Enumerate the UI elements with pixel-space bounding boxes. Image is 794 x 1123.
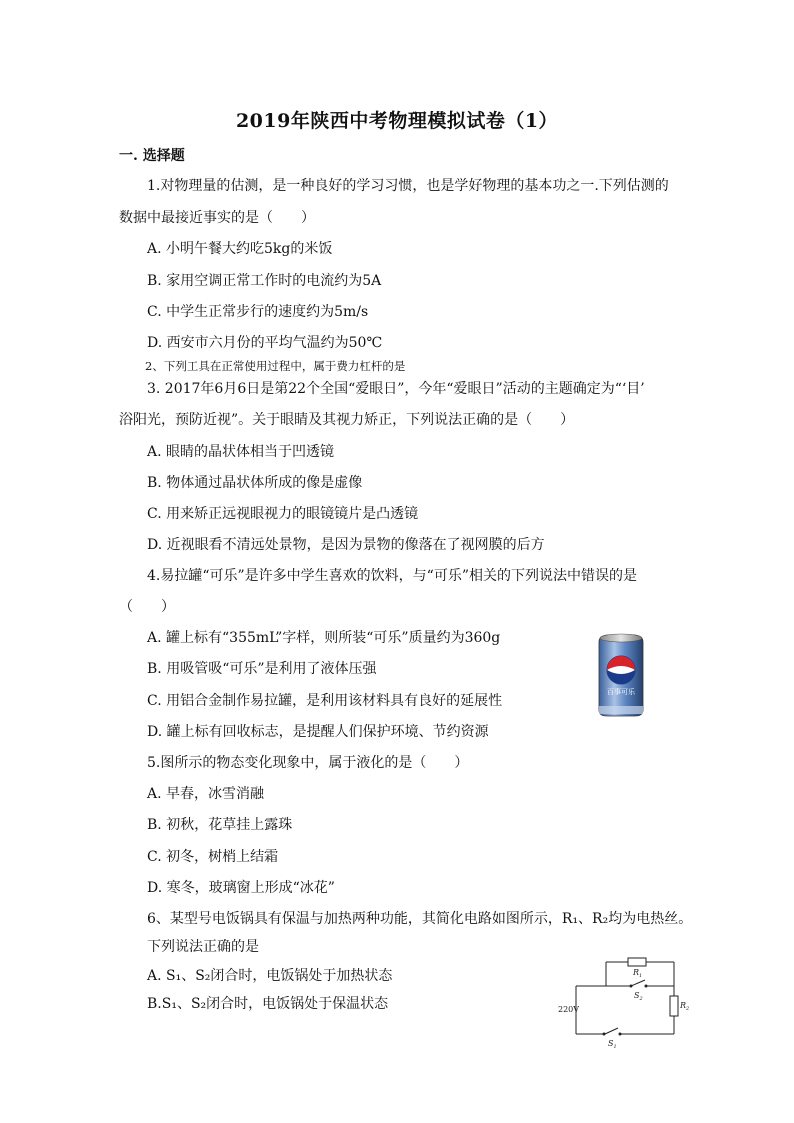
q1-option-a: A. 小明午餐大约吃5kg的米饭	[147, 241, 333, 257]
resistor-r2	[670, 996, 678, 1016]
cola-can-image	[593, 632, 649, 718]
q5-option-d: D. 寒冬，玻璃窗上形成“冰花”	[147, 880, 335, 896]
q3-option-b: B. 物体通过晶状体所成的像是虚像	[147, 475, 363, 491]
q4-option-a: A. 罐上标有“355mL”字样，则所装“可乐”质量约为360g	[147, 630, 501, 646]
q4-stem-line1: 4.易拉罐“可乐”是许多中学生喜欢的饮料，与“可乐”相关的下列说法中错误的是	[147, 568, 637, 584]
q3-option-a: A. 眼睛的晶状体相当于凹透镜	[147, 444, 335, 460]
q6-stem-line1: 6、某型号电饭锅具有保温与加热两种功能，其简化电路如图所示，R₁、R₂均为电热丝。	[147, 911, 693, 927]
q1-option-c: C. 中学生正常步行的速度约为5m/s	[147, 304, 369, 320]
s1-label: $S_1$	[608, 1039, 617, 1050]
voltage-label: 220V	[558, 1005, 580, 1014]
q1-option-d: D. 西安市六月份的平均气温约为50℃	[147, 335, 383, 351]
q4-option-d: D. 罐上标有回收标志，是提醒人们保护环境、节约资源	[147, 724, 489, 740]
r2-label: $R_2$	[680, 1001, 690, 1012]
resistor-r1	[628, 958, 646, 966]
switch-s2	[631, 980, 645, 986]
q3-option-c: C. 用来矫正远视眼视力的眼镜镜片是凸透镜	[147, 506, 419, 522]
q6-stem-line2: 下列说法正确的是	[147, 939, 259, 955]
q2-stem: 2、下列工具在正常使用过程中，属于费力杠杆的是	[145, 359, 406, 373]
q5-stem: 5.图所示的物态变化现象中，属于液化的是（ ）	[147, 755, 469, 771]
q1-stem-line1: 1.对物理量的估测，是一种良好的学习习惯，也是学好物理的基本功之一.下列估测的	[147, 178, 669, 194]
circuit-diagram	[550, 956, 690, 1050]
q6-option-a: A. S₁、S₂闭合时，电饭锅处于加热状态	[147, 968, 393, 984]
switch-s2-contact	[630, 985, 633, 988]
q1-stem-line2: 数据中最接近事实的是（ ）	[119, 210, 315, 226]
switch-s1-contact	[603, 1033, 606, 1036]
q5-option-b: B. 初秋，花草挂上露珠	[147, 817, 293, 833]
can-label: 百事可乐	[607, 688, 635, 696]
q3-stem-line2: 浴阳光，预防近视”。关于眼睛及其视力矫正，下列说法正确的是（ ）	[119, 412, 575, 428]
q5-option-c: C. 初冬，树梢上结霜	[147, 849, 279, 865]
q4-option-c: C. 用铝合金制作易拉罐，是利用该材料具有良好的延展性	[147, 693, 503, 709]
q3-option-d: D. 近视眼看不清远处景物，是因为景物的像落在了视网膜的后方	[147, 537, 545, 553]
s2-label: $S_2$	[634, 991, 643, 1002]
q5-option-a: A. 早春，冰雪消融	[147, 786, 265, 802]
switch-s1	[605, 1028, 618, 1034]
q3-stem-line1: 3. 2017年6月6日是第22个全国“爱眼日”，今年“爱眼日”活动的主题确定为“‘目’	[147, 381, 645, 397]
switch-s1-contact	[619, 1033, 622, 1036]
switch-s2-contact	[645, 985, 648, 988]
q6-option-b: B.S₁、S₂闭合时，电饭锅处于保温状态	[147, 996, 389, 1012]
section-heading: 一. 选择题	[119, 148, 185, 164]
q1-option-b: B. 家用空调正常工作时的电流约为5A	[147, 273, 382, 289]
page-title: 2019年陕西中考物理模拟试卷（1）	[235, 110, 559, 132]
pepsi-logo	[607, 656, 635, 684]
q4-stem-line2: （ ）	[119, 599, 175, 615]
r1-label: $R_1$	[633, 968, 643, 979]
q4-option-b: B. 用吸管吸“可乐”是利用了液体压强	[147, 661, 377, 677]
